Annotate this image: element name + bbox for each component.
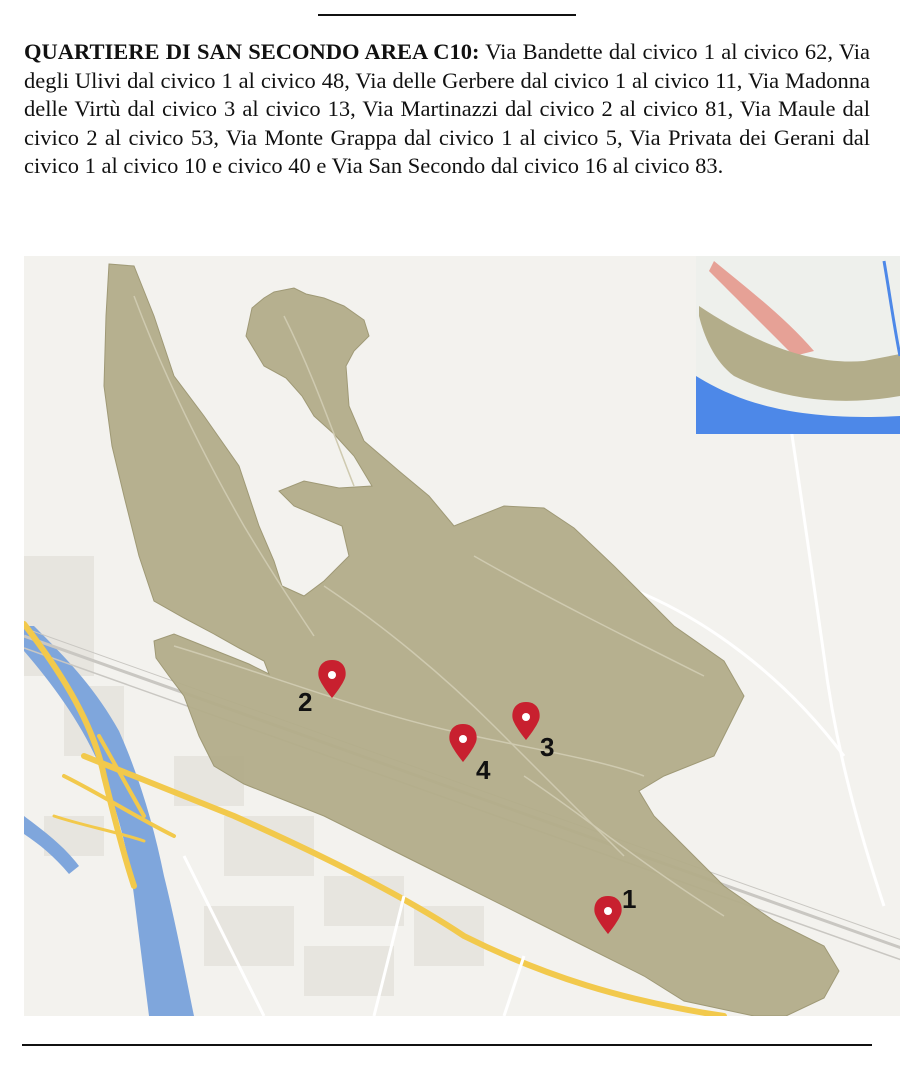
bottom-divider	[22, 1044, 872, 1046]
marker-3-label: 3	[540, 732, 555, 762]
top-divider	[318, 14, 576, 16]
marker-1-label: 1	[622, 884, 637, 914]
area-map[interactable]	[24, 256, 900, 1016]
area-description	[24, 38, 870, 181]
area-heading: QUARTIERE DI SAN SECONDO AREA C10:	[24, 39, 480, 64]
inset-map	[696, 256, 900, 434]
marker-2-label: 2	[298, 687, 313, 717]
marker-4-label: 4	[476, 755, 491, 785]
area-streets-text: Via Bandette dal civico 1 al civico 62, Via degli Ulivi dal civico 1 al civico 48, Via delle Gerbere dal civico 1 al civico 11, Via Madonna delle Virtù dal civico 3 al civico 13, Via Martinazzi dal civico 2 al civico 81, Via Maule dal civico 2 al civico 53, Via Monte Grappa dal civico 1 al civico 5, Via Privata dei Gerani dal civico 1 al civico 10 e civico 40 e Via San Secondo dal civico 16 al civico 83.	[24, 39, 870, 179]
